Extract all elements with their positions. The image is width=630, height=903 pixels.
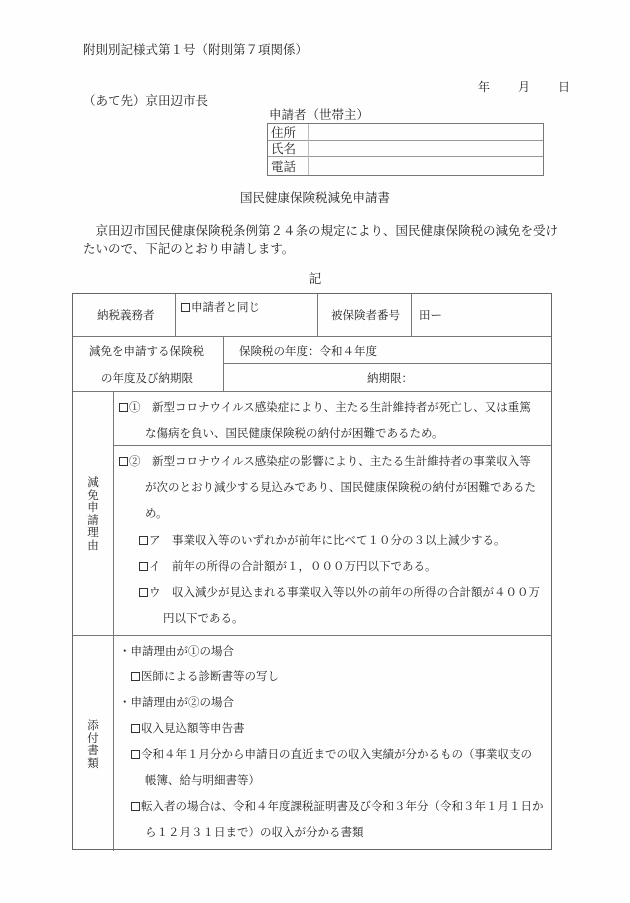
table-divider — [73, 336, 551, 337]
attachments-case2-item3[interactable] — [131, 801, 544, 813]
reason2-sub-u-cont: 円以下である。 — [163, 611, 244, 625]
attachments-case2-header: ・申請理由が②の場合 — [119, 695, 234, 709]
applicant-label: 申請者（世帯主） — [269, 107, 370, 122]
reason2-line1: ② 新型コロナウイルス感染症の影響により、主たる生計維持者の事業収入等 — [129, 454, 531, 468]
reason2-checkbox[interactable] — [119, 457, 128, 466]
reason1-line1: ① 新型コロナウイルス感染症により、主たる生計維持者が死亡し、又は重篤 — [129, 400, 531, 414]
attachments-case1-header: ・申請理由が①の場合 — [119, 644, 234, 658]
reason2-option[interactable] — [119, 456, 531, 468]
insured-number-field[interactable]: 田ー — [419, 308, 442, 322]
date-line — [458, 81, 570, 93]
reason2-sub-u-text: ウ 収入減少が見込まれる事業収入等以外の前年の所得の合計額が４００万 — [149, 585, 540, 599]
income-records-line1: 令和４年１月分から申請日の直近までの収入実績が分かるもの（事業収支の — [141, 747, 532, 761]
transfer-certificate-line2: ら１２月３１日まで）の収入が分かる書類 — [145, 825, 364, 839]
insured-number-label: 被保険者番号 — [331, 308, 400, 322]
date-day-label: 日 — [558, 80, 571, 94]
reason2-sub-a-checkbox[interactable] — [139, 536, 148, 545]
reason1-option[interactable] — [119, 402, 531, 414]
applicant-name-label: 氏名 — [268, 140, 309, 156]
same-as-applicant-label: 申請者と同じ — [191, 300, 260, 314]
applicant-address-label: 住所 — [268, 124, 309, 140]
applicant-phone-label: 電話 — [268, 156, 309, 175]
table-divider — [175, 294, 176, 336]
taxpayer-label: 納税義務者 — [97, 308, 155, 322]
reason1-line2: な傷病を負い、国民健康保険税の納付が困難であるため。 — [145, 426, 444, 440]
applicant-address-row[interactable] — [268, 124, 543, 141]
attachments-case2-item2[interactable] — [131, 749, 532, 761]
reason2-sub-u-checkbox[interactable] — [139, 588, 148, 597]
applicant-box — [267, 123, 544, 176]
attachments-case1-item[interactable] — [131, 671, 279, 683]
table-divider — [73, 635, 551, 636]
attachments-case2-item1[interactable] — [131, 723, 245, 735]
same-as-applicant-option[interactable] — [181, 302, 260, 314]
addressee: （あて先）京田辺市長 — [83, 93, 209, 108]
period-label-line1: 減免を申請する保険税 — [89, 344, 204, 358]
fiscal-year-field[interactable]: 保険税の年度：令和４年度 — [239, 344, 377, 358]
reason2-line3: め。 — [145, 506, 168, 520]
income-declaration-label: 収入見込額等申告書 — [141, 721, 245, 735]
table-divider — [113, 445, 551, 446]
reason1-checkbox[interactable] — [119, 403, 128, 412]
reasons-label: 減 免 申 請 理 由 — [87, 475, 99, 552]
income-declaration-checkbox[interactable] — [131, 724, 140, 733]
reason2-sub-u-option[interactable] — [139, 587, 540, 599]
reason2-sub-a-text: ア 事業収入等のいずれかが前年に比べて１０分の３以上減少する。 — [149, 533, 506, 547]
table-divider — [317, 294, 318, 336]
table-divider — [223, 336, 224, 391]
period-label-line2: の年度及び納期限 — [101, 371, 193, 385]
transfer-certificate-checkbox[interactable] — [131, 802, 140, 811]
same-as-applicant-checkbox[interactable] — [181, 303, 190, 312]
applicant-name-row[interactable] — [268, 140, 543, 157]
table-divider — [113, 391, 114, 851]
reason2-sub-i-option[interactable] — [139, 561, 437, 573]
doctor-certificate-label: 医師による診断書等の写し — [141, 669, 279, 683]
date-month-label: 月 — [518, 80, 531, 94]
reason2-sub-i-checkbox[interactable] — [139, 562, 148, 571]
table-divider — [223, 363, 551, 364]
table-divider — [73, 391, 551, 392]
date-year-label: 年 — [478, 80, 491, 94]
reason2-sub-a-option[interactable] — [139, 535, 506, 547]
form-number: 附則別記様式第１号（附則第７項関係） — [83, 42, 309, 57]
ki-heading: 記 — [308, 271, 322, 286]
income-records-line2: 帳簿、給与明細書等） — [145, 773, 260, 787]
reason2-sub-i-text: イ 前年の所得の合計額が１，０００万円以下である。 — [149, 559, 437, 573]
income-records-checkbox[interactable] — [131, 750, 140, 759]
reason2-line2: が次のとおり減少する見込みであり、国民健康保険税の納付が困難であるた — [145, 480, 536, 494]
due-date-field[interactable]: 納期限： — [367, 371, 413, 385]
table-divider — [411, 294, 412, 336]
document-title: 国民健康保険税減免申請書 — [239, 190, 390, 205]
body-text: 京田辺市国民健康保険税条例第２４条の規定により、国民健康保険税の減免を受けたいので、下記のとおり申請します。 — [83, 223, 559, 256]
doctor-certificate-checkbox[interactable] — [131, 672, 140, 681]
attachments-label: 添 付 書 類 — [87, 718, 99, 770]
transfer-certificate-line1: 転入者の場合は、令和４年度課税証明書及び令和３年分（令和３年１月１日か — [141, 799, 544, 813]
application-table — [72, 293, 552, 850]
applicant-phone-row[interactable] — [268, 156, 543, 175]
